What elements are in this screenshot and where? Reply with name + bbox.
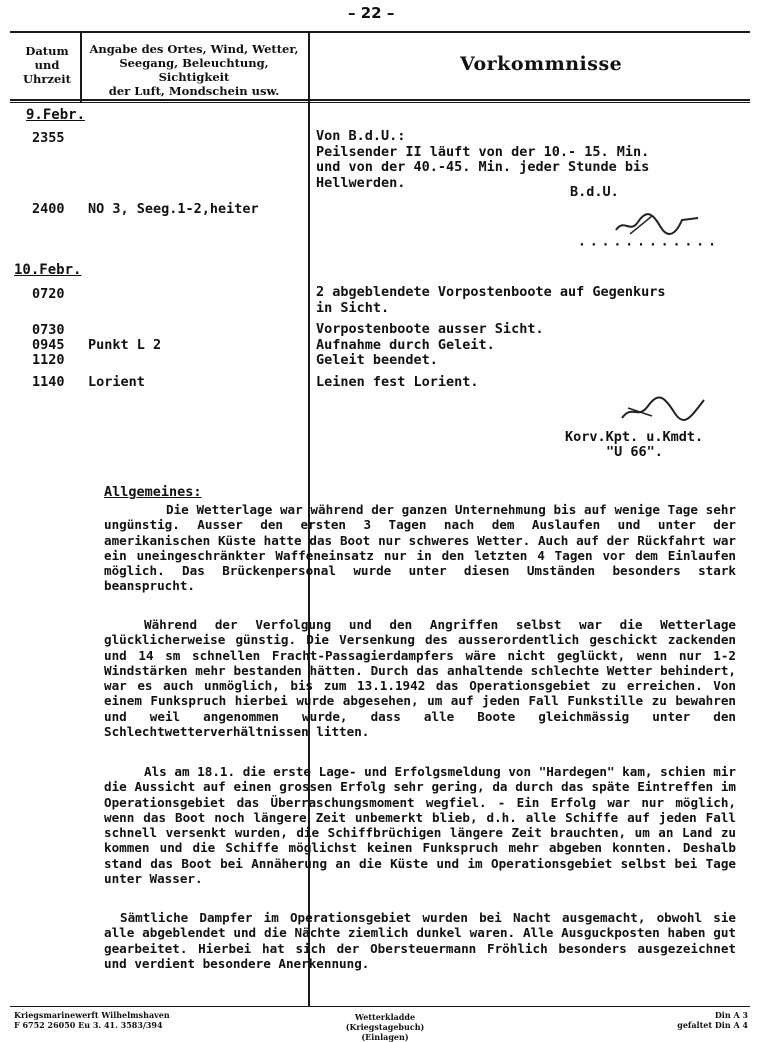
entry-event: B.d.U. xyxy=(570,184,619,200)
entry-time: 2400 xyxy=(32,201,65,217)
general-heading: Allgemeines: xyxy=(104,484,202,500)
entry-time: 0720 xyxy=(32,286,65,302)
footer-format: Din A 3 xyxy=(714,1010,748,1020)
header-conditions-line: der Luft, Mondschein usw. xyxy=(108,84,280,98)
header-conditions xyxy=(82,42,306,98)
footer-right xyxy=(664,1010,748,1030)
page-number: – 22 – xyxy=(348,4,395,22)
footer-print-code: F 6752 26050 Eu 3. 41. 3583/394 xyxy=(14,1020,163,1030)
footer-form-subtitle: (Einlagen) xyxy=(361,1032,409,1042)
entry-event: 2 abgeblendete Vorpostenboote auf Gegenkurs in Sicht. xyxy=(316,284,666,316)
handwritten-signature-2 xyxy=(618,392,708,424)
header-top-rule xyxy=(10,31,750,33)
entry-place: NO 3, Seeg.1-2,heiter xyxy=(88,201,259,217)
entry-event: Von B.d.U.: Peilsender II läuft von der 10.- 15. Min. und von der 40.-45. Min. jeder Stunde bis Hellwerden. xyxy=(316,128,650,191)
entry-place: Lorient xyxy=(88,374,145,390)
entry-time: 0945 xyxy=(32,337,65,353)
footer-center xyxy=(320,1012,450,1042)
dotted-separator: ············ xyxy=(578,238,720,253)
column-divider-1 xyxy=(80,31,82,103)
entry-time: 2355 xyxy=(32,130,65,146)
footer-printer: Kriegsmarinewerft Wilhelmshaven xyxy=(14,1010,170,1020)
header-conditions-line: Seegang, Beleuchtung, Sichtigkeit xyxy=(119,56,269,84)
date-marker: 9.Febr. xyxy=(26,107,86,123)
entry-time: 1140 xyxy=(32,374,65,390)
general-paragraph-1: Die Wetterlage war während der ganzen Unternehmung bis auf wenige Tage sehr ungünstig. Ausser den ersten 3 Tagen nach dem Auslaufen und unter der amerikanischen Küste hatte das Boot nur schweres Wetter. Auch auf der Rückfahrt war ein uneingeschränkter Waffeneinsatz nur in den letzten 4 Tagen vor dem Einlaufen möglich. Das Brückenpersonal wurde unter diesen Umständen besonders stark beansprucht. xyxy=(104,502,736,594)
header-bottom-rule xyxy=(10,99,750,101)
header-vorkommnisse: Vorkommnisse xyxy=(460,53,623,75)
entry-event: Leinen fest Lorient. xyxy=(316,374,479,390)
entry-time: 0730 xyxy=(32,322,65,338)
entry-place: Punkt L 2 xyxy=(88,337,162,353)
signature-title: Korv.Kpt. u.Kmdt. xyxy=(565,429,704,445)
signature-boat: "U 66". xyxy=(606,444,663,460)
date-marker: 10.Febr. xyxy=(14,262,82,278)
entry-event: Vorpostenboote ausser Sicht. xyxy=(316,321,544,337)
entry-time: 1120 xyxy=(32,352,65,368)
header-datum xyxy=(14,44,80,86)
footer-form-title: Wetterkladde (Kriegstagebuch) xyxy=(345,1012,425,1032)
general-paragraph-4: Sämtliche Dampfer im Operationsgebiet wurden bei Nacht ausgemacht, obwohl sie alle abgeblendet und die Nächte ziemlich dunkel waren. Alle Ausguckposten haben gut gearbeitet. Hierbei hat sich der Obersteuermann Fröhlich besonders ausgezeichnet und verdient besondere Anerkennung. xyxy=(104,910,736,971)
footer-rule xyxy=(10,1006,750,1007)
header-conditions-line: Angabe des Ortes, Wind, Wetter, xyxy=(89,42,299,56)
header-datum-line: Datum xyxy=(25,44,69,58)
header-double-rule xyxy=(10,102,750,103)
header-datum-line: und xyxy=(34,58,60,72)
footer-folded-format: gefaltet Din A 4 xyxy=(677,1020,748,1030)
footer-left xyxy=(14,1010,170,1030)
entry-event: Aufnahme durch Geleit. xyxy=(316,337,495,353)
entry-event: Geleit beendet. xyxy=(316,352,438,368)
general-paragraph-3: Als am 18.1. die erste Lage- und Erfolgsmeldung von "Hardegen" kam, schien mir die Aussicht auf einen grossen Erfolg sehr gering, da durch das späte Eintreffen im Operationsgebiet das Überraschungsmoment wegfiel. - Ein Erfolg war nur möglich, wenn das Boot noch längere Zeit unbemerkt blieb, d.h. alle Schiffe auf jeden Fall schnell versenkt wurden, die Schiffbrüchigen längere Zeit brauchten, um an Land zu kommen und die Schiffe möglichst keinen Funkspruch mehr abgeben konnten. Deshalb stand das Boot bei Annäherung an die Küste und im Operationsgebiet selbst bei Tage unter Wasser. xyxy=(104,764,736,887)
header-datum-line: Uhrzeit xyxy=(23,72,71,86)
handwritten-signature-1 xyxy=(612,208,702,238)
general-paragraph-2: Während der Verfolgung und den Angriffen selbst war die Wetterlage glücklicherweise günstig. Die Versenkung des ausserordentlich geschickt zackenden und 14 sm schnellen Fracht-Passagierdampfers wäre nicht geglückt, wenn nur 1-2 Windstärken mehr bestanden hätten. Durch das anhaltende schlechte Wetter behindert, war es auch unmöglich, bis zum 13.1.1942 das Operationsgebiet zu erreichen. Von einem Funkspruch hierbei wurde abgesehen, um auf jeden Fall Funkstille zu bewahren und weil angenommen wurde, dass alle Boote gleichmässig unter den Schlechtwetterverhältnissen litten. xyxy=(104,617,736,740)
